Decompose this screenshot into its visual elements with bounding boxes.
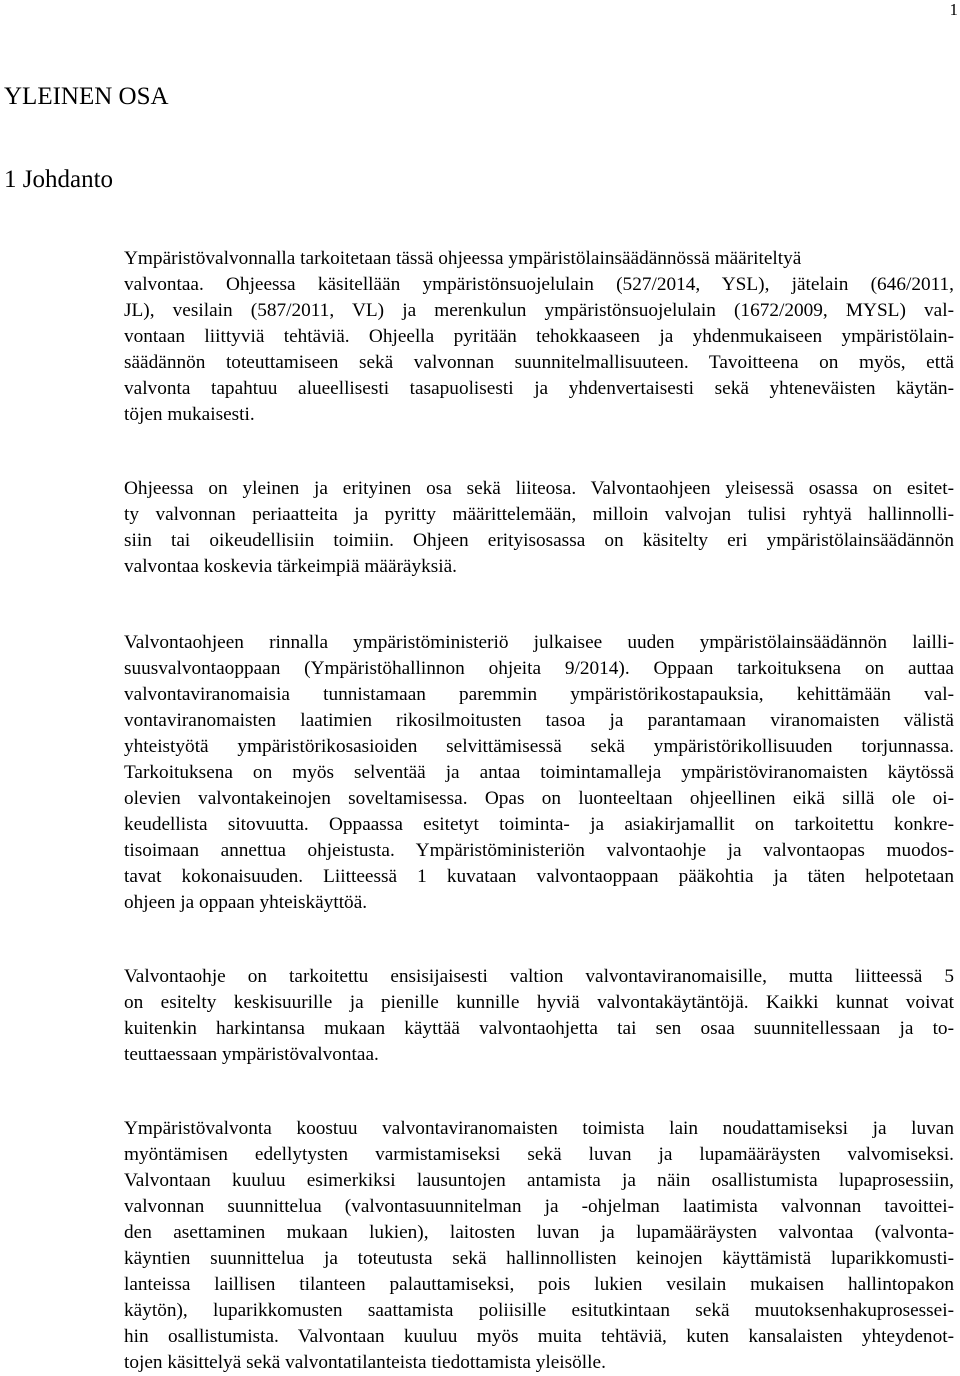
text-line: Valvontaan kuuluu esimerkiksi lausuntojen antamista ja näin osallistumista lupaprosessiin, — [124, 1170, 954, 1191]
text-line: ohjeen ja oppaan yhteiskäyttöä. — [124, 892, 368, 913]
text-line: töjen mukaisesti. — [124, 404, 255, 425]
text-line: valvontaviranomaisia tunnistamaan paremmin ympäristörikostapauksia, kehittämään val- — [124, 684, 954, 705]
text-line: Tarkoituksena on myös selventää ja antaa toimintamalleja ympäristöviranomaisten käytössä — [124, 762, 954, 783]
text-line: teuttaessaan ympäristövalvontaa. — [124, 1044, 379, 1065]
paragraph-intro — [124, 246, 954, 428]
text-line: ty valvonnan periaatteita ja pyritty määrittelemään, milloin valvojan tulisi ryhtyä hallinnolli- — [124, 504, 954, 525]
text-line: myöntämisen edellytysten varmistamiseksi sekä luvan ja lupamääräysten valvomiseksi. — [124, 1144, 954, 1165]
main-heading: YLEINEN OSA — [4, 83, 169, 110]
text-line: kuitenkin harkintansa mukaan käyttää valvontaohjetta tai sen osaa suunnitellessaan ja to- — [124, 1018, 954, 1039]
text-line: säädännön toteuttamiseen sekä valvonnan suunnitelmallisuuteen. Tavoitteena on myös, että — [124, 352, 954, 373]
text-line: keudellista sitovuutta. Oppaassa esitetyt toiminta- ja asiakirjamallit on tarkoitettu konkre- — [124, 814, 954, 835]
text-line: tavat kokonaisuuden. Liitteessä 1 kuvataan valvontaoppaan pääkohtia ja täten helpotetaan — [124, 866, 954, 887]
text-line: valvonta tapahtuu alueellisesti tasapuolisesti ja yhdenvertaisesti sekä yhteneväisten käytän- — [124, 378, 954, 399]
paragraph-scope — [124, 1116, 954, 1376]
text-line: lanteissa laillisen tilanteen palauttamiseksi, pois lukien vesilain mukaisen hallintopakon — [124, 1274, 954, 1295]
text-line: valvontaa koskevia tärkeimpiä määräyksiä. — [124, 556, 458, 577]
text-line: on esitelty keskisuurille ja pienille kunnille hyviä valvontakäytäntöjä. Kaikki kunnat voivat — [124, 992, 954, 1013]
text-line: Ohjeessa on yleinen ja erityinen osa sekä liiteosa. Valvontaohjeen yleisessä osassa on esitet- — [124, 478, 954, 499]
page-number: 1 — [949, 0, 958, 19]
text-line: Ympäristövalvonta koostuu valvontaviranomaisten toimista lain noudattamiseksi ja luvan — [124, 1118, 954, 1139]
text-line: vontaviranomaisten laatimien rikosilmoitusten tasoa ja parantamaan viranomaisten välistä — [124, 710, 954, 731]
text-line: suusvalvontaoppaan (Ympäristöhallinnon ohjeita 9/2014). Oppaan tarkoituksena on auttaa — [124, 658, 954, 679]
text-line: tisoimaan annettua ohjeistusta. Ympäristöministeriön valvontaohje ja valvontaopas muodos- — [124, 840, 954, 861]
text-line: den asettaminen mukaan lukien), laitosten luvan ja lupamääräysten valvontaa (valvonta- — [124, 1222, 954, 1243]
paragraph-guide — [124, 630, 954, 916]
paragraph-structure — [124, 476, 954, 580]
text-line: yhteistyötä ympäristörikosasioiden selvittämisessä sekä ympäristörikollisuuden torjunnassa. — [124, 736, 954, 757]
text-line: Ympäristövalvonnalla tarkoitetaan tässä ohjeessa ympäristölainsäädännössä määriteltyä — [124, 248, 802, 269]
paragraph-audience — [124, 964, 954, 1068]
text-line: hin osallistumista. Valvontaan kuuluu myös muita tehtäviä, kuten kansalaisten yhteydenot- — [124, 1326, 954, 1347]
section-heading: 1 Johdanto — [4, 166, 114, 193]
text-line: olevien valvontakeinojen soveltamisessa. Opas on luonteeltaan ohjeellinen eikä sillä ole oi- — [124, 788, 954, 809]
text-line: Valvontaohjeen rinnalla ympäristöministeriö julkaisee uuden ympäristölainsäädännön lailli- — [124, 632, 954, 653]
text-line: käyntien suunnittelua ja toteutusta sekä hallinnollisten keinojen käyttämistä luparikkomusti- — [124, 1248, 954, 1269]
text-line: Valvontaohje on tarkoitettu ensisijaisesti valtion valvontaviranomaisille, mutta liitteessä 5 — [124, 966, 954, 987]
text-line: JL), vesilain (587/2011, VL) ja merenkulun ympäristönsuojelulain (1672/2009, MYSL) val- — [124, 300, 954, 321]
text-line: tojen käsittelyä sekä valvontatilanteista tiedottamista yleisölle. — [124, 1352, 606, 1373]
text-line: siin tai oikeudellisiin toimiin. Ohjeen erityisosassa on käsitelty eri ympäristölainsäädännön — [124, 530, 954, 551]
text-line: valvonnan suunnittelua (valvontasuunnitelman ja -ohjelman laatimista valvonnan tavoittei- — [124, 1196, 954, 1217]
text-line: vontaan liittyviä tehtäviä. Ohjeella pyritään tehokkaaseen ja yhdenmukaiseen ympäristölain- — [124, 326, 954, 347]
text-line: käytön), luparikkomusten saattamista poliisille esitutkintaan sekä muutoksenhakuprosessei- — [124, 1300, 954, 1321]
text-line: valvontaa. Ohjeessa käsitellään ympäristönsuojelulain (527/2014, YSL), jätelain (646/2011, — [124, 274, 954, 295]
